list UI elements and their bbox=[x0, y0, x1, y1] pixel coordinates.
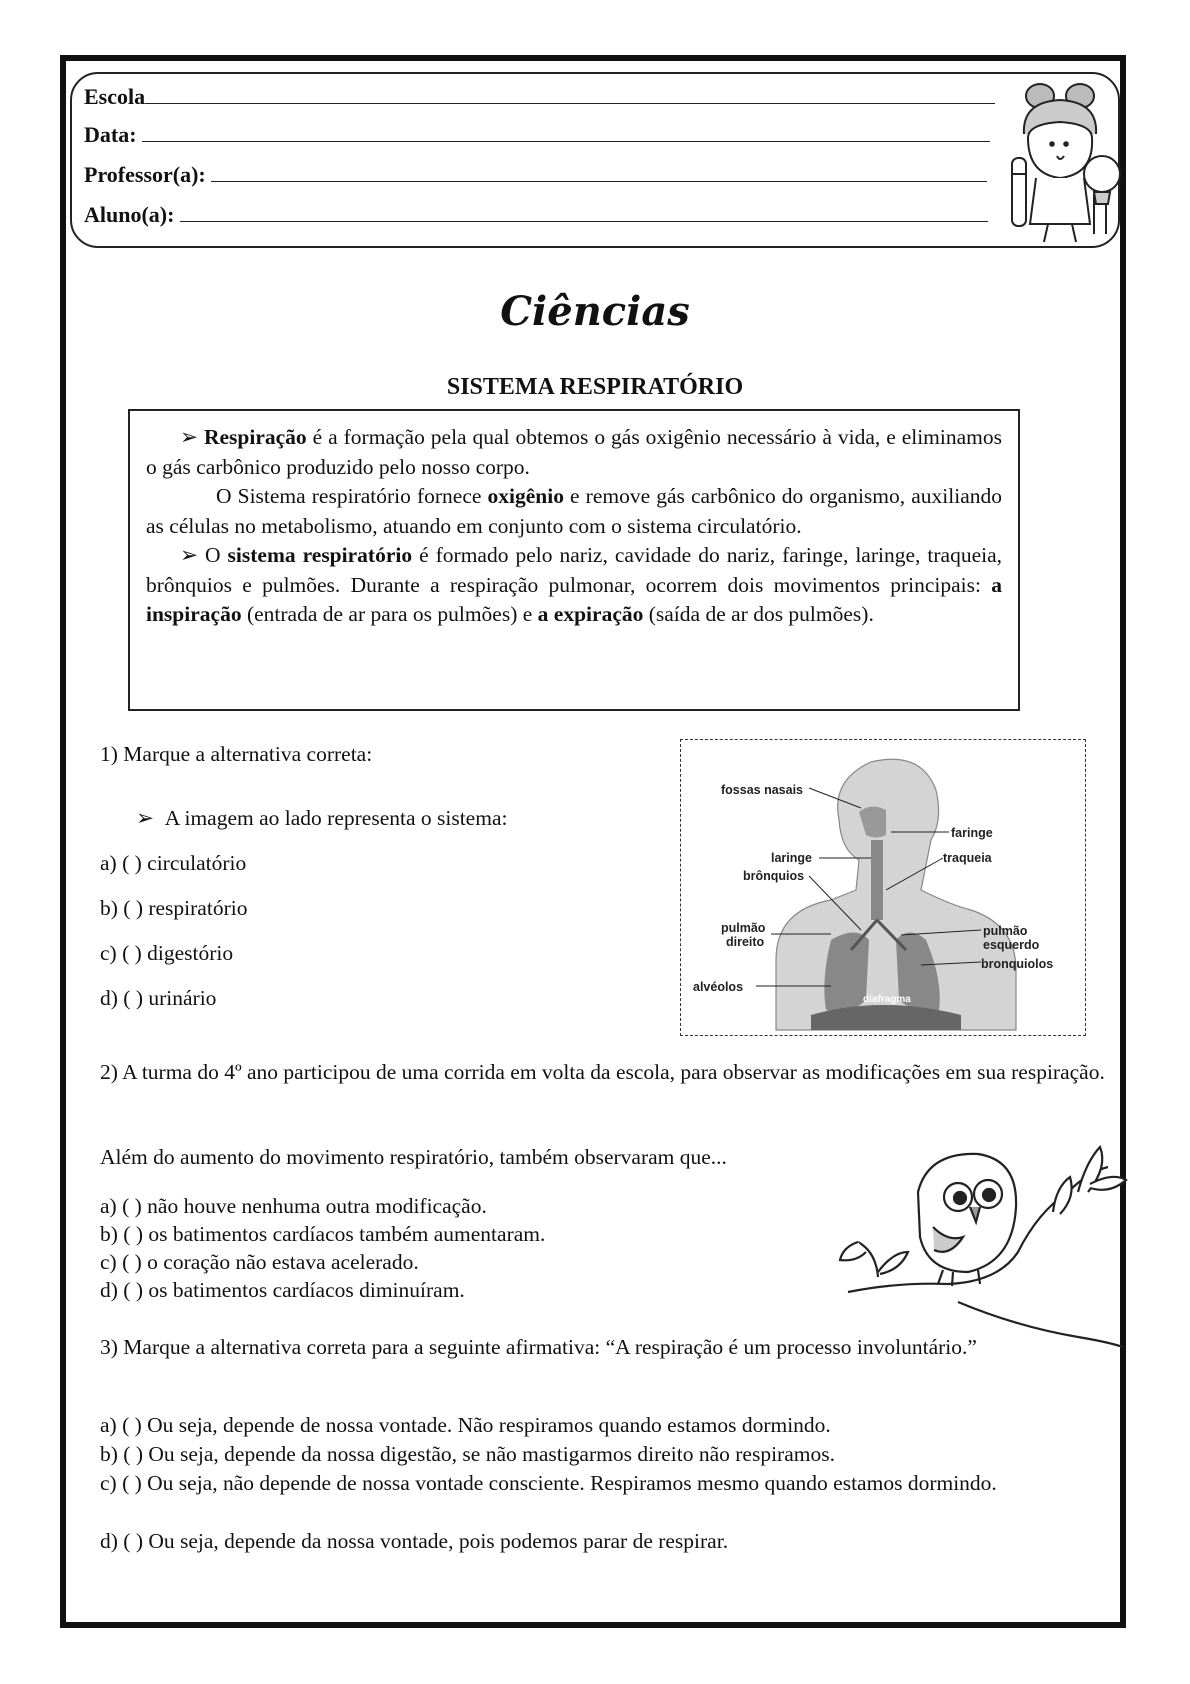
info-term-sistema: sistema respiratório bbox=[227, 543, 413, 567]
owl-on-branch-illustration bbox=[838, 1132, 1128, 1362]
q1-prompt bbox=[136, 806, 507, 831]
q2-prompt: Além do aumento do movimento respiratório, também observaram que... bbox=[100, 1145, 727, 1169]
label-alveolos: alvéolos bbox=[693, 980, 744, 994]
label-pulmao-direito-2: direito bbox=[726, 935, 765, 949]
school-line[interactable] bbox=[145, 87, 995, 104]
school-label: Escola bbox=[84, 84, 146, 109]
info-paragraph-1 bbox=[146, 423, 1002, 482]
info-text: O bbox=[205, 543, 228, 567]
q1-option-a[interactable]: a) ( ) circulatório bbox=[100, 851, 247, 875]
label-pulmao-esquerdo-1: pulmão bbox=[983, 924, 1028, 938]
page-title: Ciências bbox=[500, 288, 690, 335]
info-paragraph-2 bbox=[146, 482, 1002, 541]
q1-option-b[interactable]: b) ( ) respiratório bbox=[100, 896, 248, 920]
info-paragraph-3 bbox=[146, 541, 1002, 630]
info-text: (entrada de ar para os pulmões) e bbox=[241, 602, 538, 626]
body-silhouette bbox=[776, 759, 1016, 1030]
label-laringe: laringe bbox=[771, 851, 812, 865]
q2-question: 2) A turma do 4º ano participou de uma corrida em volta da escola, para observar as modificações em sua respiração. bbox=[100, 1060, 1105, 1084]
girl-scientist-illustration bbox=[1002, 74, 1132, 246]
q2-option-b[interactable]: b) ( ) os batimentos cardíacos também aumentaram. bbox=[100, 1222, 546, 1246]
teacher-field[interactable] bbox=[84, 162, 987, 188]
respiratory-diagram-svg bbox=[681, 740, 1084, 1034]
info-term-inspiracao: a inspiração bbox=[146, 572, 1002, 626]
student-line[interactable] bbox=[180, 205, 988, 222]
info-term-expiracao: a expiração bbox=[537, 602, 644, 626]
date-line[interactable] bbox=[142, 125, 990, 142]
label-pulmao-direito-1: pulmão bbox=[721, 921, 766, 935]
label-bronquiolos: bronquiolos bbox=[981, 957, 1054, 971]
q1-option-d[interactable]: d) ( ) urinário bbox=[100, 986, 217, 1010]
bullet-arrow-icon: ➢ bbox=[136, 806, 155, 830]
teacher-line[interactable] bbox=[211, 165, 987, 182]
info-text: O Sistema respiratório fornece bbox=[216, 484, 488, 508]
label-faringe: faringe bbox=[951, 826, 993, 840]
label-bronquios: brônquios bbox=[743, 869, 805, 883]
date-label: Data: bbox=[84, 122, 137, 147]
info-term-respiracao: Respiração bbox=[203, 425, 307, 449]
q3-option-a[interactable]: a) ( ) Ou seja, depende de nossa vontade. Não respiramos quando estamos dormindo. bbox=[100, 1413, 831, 1437]
q3-option-d[interactable]: d) ( ) Ou seja, depende da nossa vontade, pois podemos parar de respirar. bbox=[100, 1529, 729, 1553]
info-box bbox=[128, 409, 1020, 711]
q3-option-b[interactable]: b) ( ) Ou seja, depende da nossa digestão, se não mastigarmos direito não respiramos. bbox=[100, 1442, 835, 1466]
teacher-label: Professor(a): bbox=[84, 162, 206, 187]
q2-option-c[interactable]: c) ( ) o coração não estava acelerado. bbox=[100, 1250, 419, 1274]
info-text: e remove gás carbônico do organismo, auxiliando as células no metabolismo, atuando em conjunto com o sistema circulatório. bbox=[146, 484, 1002, 538]
bullet-arrow-icon: ➢ bbox=[180, 425, 199, 449]
info-text: é a formação pela qual obtemos o gás oxigênio necessário à vida, e eliminamos o gás carbônico produzido pelo nosso corpo. bbox=[146, 425, 1003, 479]
q3-question: 3) Marque a alternativa correta para a seguinte afirmativa: “A respiração é um processo involuntário.” bbox=[100, 1335, 977, 1359]
respiratory-diagram bbox=[680, 739, 1086, 1036]
q1-prompt-text: A imagem ao lado representa o sistema: bbox=[164, 806, 508, 830]
school-field[interactable] bbox=[84, 84, 995, 110]
bullet-arrow-icon: ➢ bbox=[180, 543, 199, 567]
q2-option-a[interactable]: a) ( ) não houve nenhuma outra modificação. bbox=[100, 1194, 487, 1218]
q1-option-c[interactable]: c) ( ) digestório bbox=[100, 941, 234, 965]
label-fossas-nasais: fossas nasais bbox=[721, 783, 803, 797]
q3-option-c[interactable]: c) ( ) Ou seja, não depende de nossa vontade consciente. Respiramos mesmo quando estamos dormindo. bbox=[100, 1471, 997, 1495]
student-field[interactable] bbox=[84, 202, 988, 228]
info-text: (saída de ar dos pulmões). bbox=[643, 602, 874, 626]
label-pulmao-esquerdo-2: esquerdo bbox=[983, 938, 1040, 952]
q2-option-d[interactable]: d) ( ) os batimentos cardíacos diminuíram. bbox=[100, 1278, 465, 1302]
student-label: Aluno(a): bbox=[84, 202, 175, 227]
date-field[interactable] bbox=[84, 122, 990, 148]
info-term-oxigenio: oxigênio bbox=[487, 484, 564, 508]
info-text: é formado pelo nariz, cavidade do nariz, faringe, laringe, traqueia, brônquios e pulmões. Durante a respiração pulmonar, ocorrem dois movimentos principais: bbox=[146, 543, 1002, 597]
label-traqueia: traqueia bbox=[943, 851, 992, 865]
q1-question: 1) Marque a alternativa correta: bbox=[100, 742, 373, 766]
label-diafragma: diafragma bbox=[863, 994, 911, 1005]
section-subtitle: SISTEMA RESPIRATÓRIO bbox=[446, 374, 744, 400]
